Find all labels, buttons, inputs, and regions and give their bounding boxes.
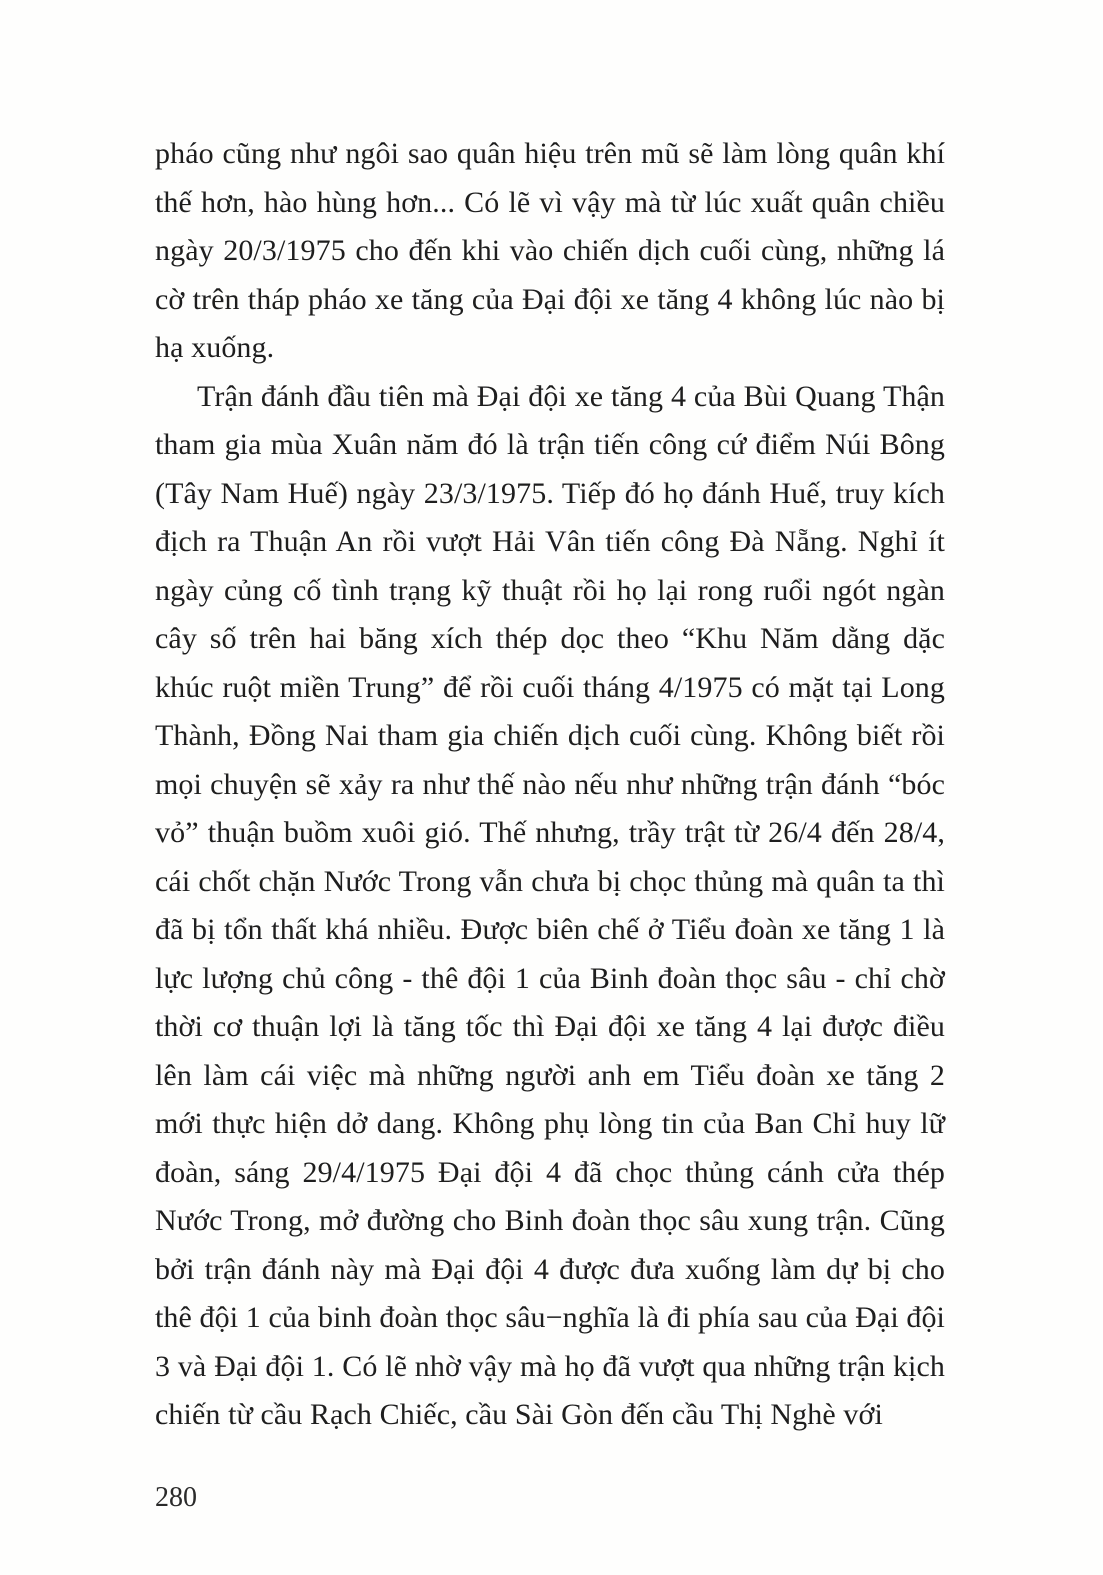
paragraph: pháo cũng như ngôi sao quân hiệu trên mũ sẽ làm lòng quân khí thế hơn, hào hùng hơn... Có lẽ vì vậy mà từ lúc xuất quân chiều ngày 20/3/1975 cho đến khi vào chiến dịch cuối cùng, những lá cờ trên tháp pháo xe tăng của Đại đội xe tăng 4 không lúc nào bị hạ xuống.	[155, 137, 945, 364]
page-number: 280	[155, 1482, 197, 1513]
text-block	[155, 130, 945, 1440]
paragraph: Trận đánh đầu tiên mà Đại đội xe tăng 4 của Bùi Quang Thận tham gia mùa Xuân năm đó là trận tiến công cứ điểm Núi Bông (Tây Nam Huế) ngày 23/3/1975. Tiếp đó họ đánh Huế, truy kích địch ra Thuận An rồi vượt Hải Vân tiến công Đà Nẵng. Nghỉ ít ngày củng cố tình trạng kỹ thuật rồi họ lại rong ruổi ngót ngàn cây số trên hai băng xích thép dọc theo “Khu Năm dằng dặc khúc ruột miền Trung” để rồi cuối tháng 4/1975 có mặt tại Long Thành, Đồng Nai tham gia chiến dịch cuối cùng. Không biết rồi mọi chuyện sẽ xảy ra như thế nào nếu như những trận đánh “bóc vỏ” thuận buồm xuôi gió. Thế nhưng, trầy trật từ 26/4 đến 28/4, cái chốt chặn Nước Trong vẫn chưa bị chọc thủng mà quân ta thì đã bị tổn thất khá nhiều. Được biên chế ở Tiểu đoàn xe tăng 1 là lực lượng chủ công - thê đội 1 của Binh đoàn thọc sâu - chỉ chờ thời cơ thuận lợi là tăng tốc thì Đại đội xe tăng 4 lại được điều lên làm cái việc mà những người anh em Tiểu đoàn xe tăng 2 mới thực hiện dở dang. Không phụ lòng tin của Ban Chỉ huy lữ đoàn, sáng 29/4/1975 Đại đội 4 đã chọc thủng cánh cửa thép Nước Trong, mở đường cho Binh đoàn thọc sâu xung trận. Cũng bởi trận đánh này mà Đại đội 4 được đưa xuống làm dự bị cho thê đội 1 của binh đoàn thọc sâu−nghĩa là đi phía sau của Đại đội 3 và Đại đội 1. Có lẽ nhờ vậy mà họ đã vượt qua những trận kịch chiến từ cầu Rạch Chiếc, cầu Sài Gòn đến cầu Thị Nghè với	[155, 379, 945, 1431]
